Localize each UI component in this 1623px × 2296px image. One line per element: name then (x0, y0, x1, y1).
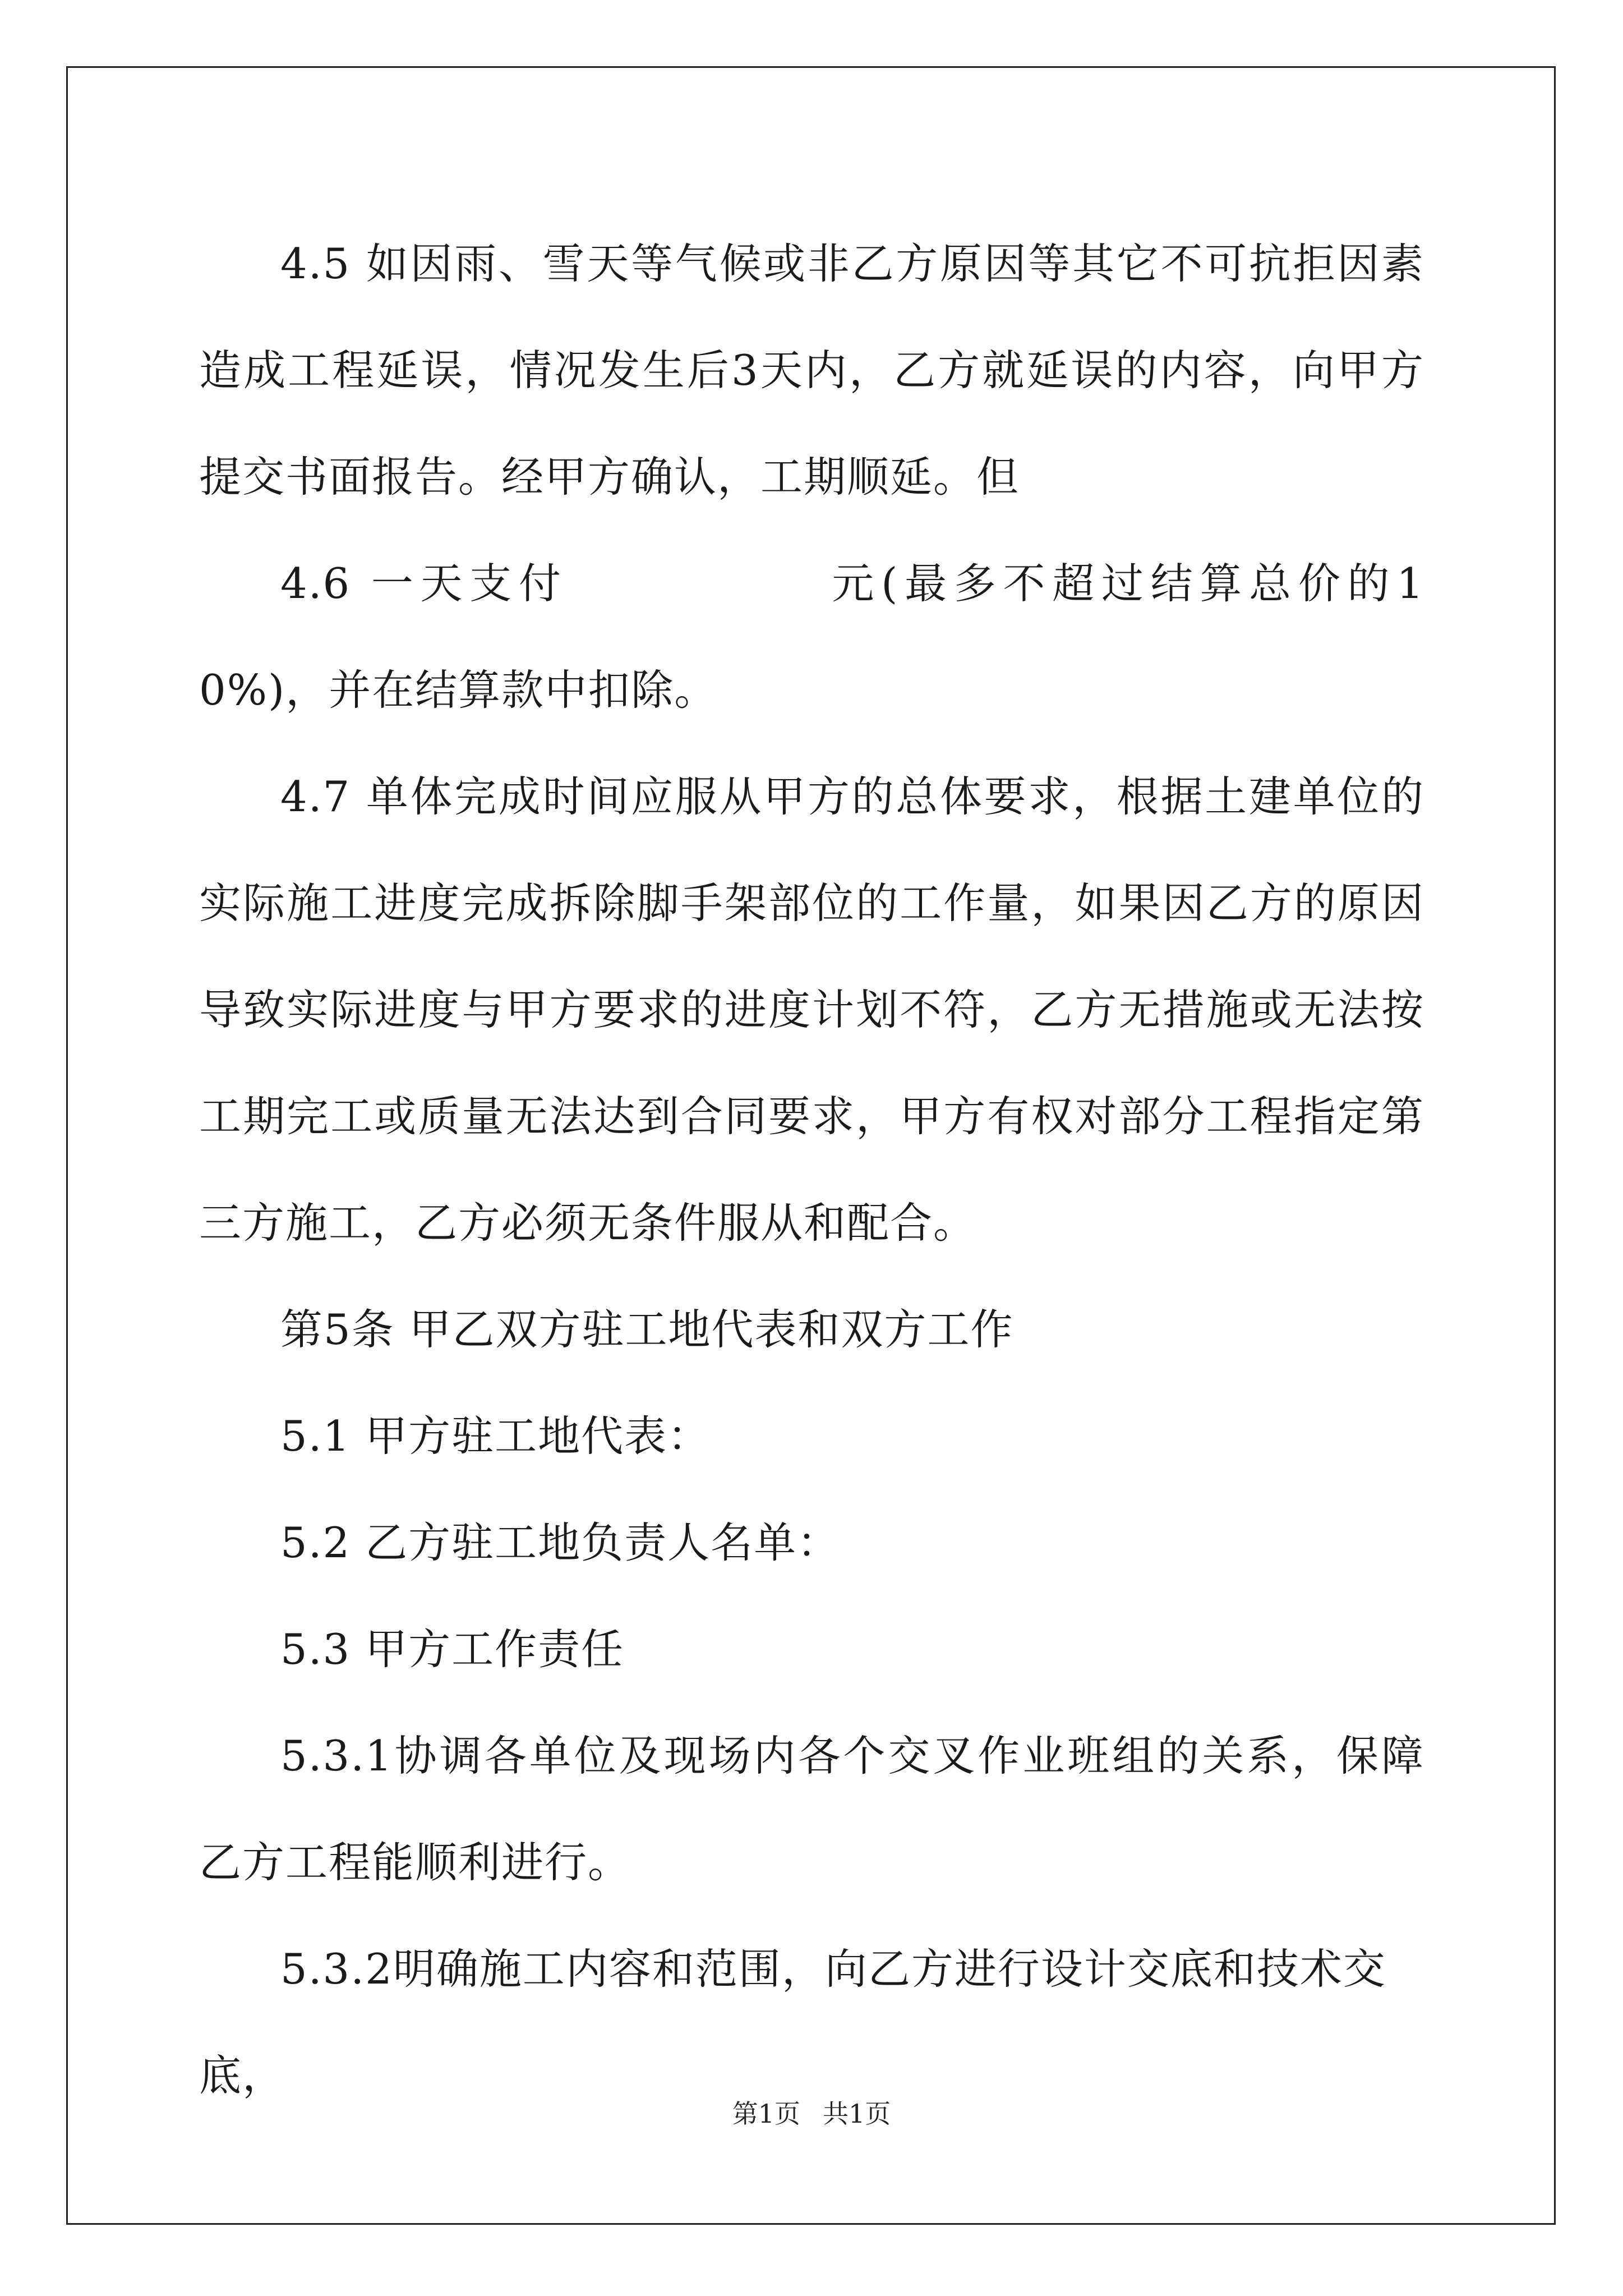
paragraph-4-5: 4.5 如因雨、雪天等气候或非乙方原因等其它不可抗拒因素造成工程延误，情况发生后3天内，乙方就延误的内容，向甲方提交书面报告。经甲方确认，工期顺延。但 (199, 239, 1424, 501)
page-total-label: 共1页 (823, 2099, 891, 2129)
section-heading-5: 第5条 甲乙双方驻工地代表和双方工作 (280, 1305, 1014, 1354)
paragraph-4-7: 4.7 单体完成时间应服从甲方的总体要求，根据土建单位的实际施工进度完成拆除脚手架部位的工作量，如果因乙方的原因导致实际进度与甲方要求的进度计划不符，乙方无措施或无法按工期完工或质量无法达到合同要求，甲方有权对部分工程指定第三方施工，乙方必须无条件服从和配合。 (199, 772, 1424, 1248)
paragraph-4-6-lead: 4.6 一天支付 (280, 559, 568, 608)
paragraph-5-3: 5.3 甲方工作责任 (280, 1625, 625, 1674)
paragraph-4-6 (199, 530, 1424, 743)
paragraph-5-1: 5.1 甲方驻工地代表： (280, 1411, 711, 1461)
paragraph-5-3-1: 5.3.1协调各单位及现场内各个交叉作业班组的关系，保障乙方工程能顺利进行。 (199, 1731, 1424, 1887)
paragraph-5-3-2: 5.3.2明确施工内容和范围，向乙方进行设计交底和技术交底， (199, 1944, 1386, 2100)
page-footer (0, 2097, 1623, 2131)
page-number-label: 第1页 (732, 2099, 800, 2129)
paragraph-5-2: 5.2 乙方驻工地负责人名单： (280, 1518, 841, 1567)
paragraph-4-6-rest: 元(最多不超过结算总价的10%)，并在结算款中扣除。 (199, 559, 1424, 715)
document-body (199, 210, 1424, 2129)
